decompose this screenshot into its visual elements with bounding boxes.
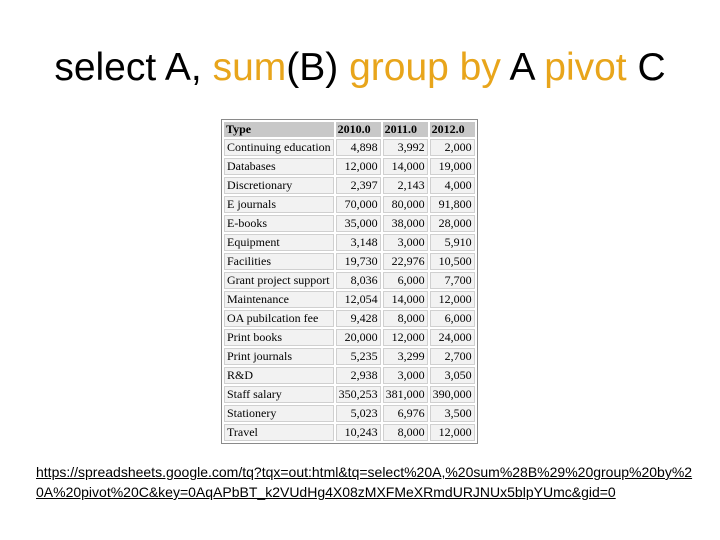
cell-value: 2,143 <box>383 177 428 194</box>
cell-value: 35,000 <box>336 215 381 232</box>
cell-value: 3,992 <box>383 139 428 156</box>
cell-value: 70,000 <box>336 196 381 213</box>
result-table <box>222 120 477 443</box>
cell-type: Grant project support <box>224 272 334 289</box>
cell-value: 2,700 <box>430 348 475 365</box>
cell-type: E-books <box>224 215 334 232</box>
cell-value: 10,243 <box>336 424 381 441</box>
title-keyword-pivot: pivot <box>544 46 627 89</box>
cell-value: 12,000 <box>430 291 475 308</box>
cell-value: 3,000 <box>383 234 428 251</box>
cell-value: 7,700 <box>430 272 475 289</box>
title-keyword-sum: sum <box>212 46 287 89</box>
cell-value: 12,000 <box>336 158 381 175</box>
cell-value: 2,000 <box>430 139 475 156</box>
table-row <box>224 348 475 365</box>
cell-value: 390,000 <box>430 386 475 403</box>
source-link[interactable]: https://spreadsheets.google.com/tq?tqx=out:html&tq=select%20A,%20sum%28B%29%20group%20by%20A%20pivot%20C&key=0AqAPbBT_k2VUdHg4X08zMXFMeXRmdURJNUx5blpYUmc&gid=0 <box>36 464 693 500</box>
cell-value: 14,000 <box>383 158 428 175</box>
cell-value: 5,235 <box>336 348 381 365</box>
cell-type: Staff salary <box>224 386 334 403</box>
cell-value: 5,023 <box>336 405 381 422</box>
table-row <box>224 272 475 289</box>
cell-value: 12,000 <box>383 329 428 346</box>
cell-value: 3,148 <box>336 234 381 251</box>
cell-value: 80,000 <box>383 196 428 213</box>
cell-value: 381,000 <box>383 386 428 403</box>
table-row <box>224 215 475 232</box>
cell-type: R&D <box>224 367 334 384</box>
table-row <box>224 234 475 251</box>
cell-value: 91,800 <box>430 196 475 213</box>
table-row <box>224 253 475 270</box>
cell-type: OA pubilcation fee <box>224 310 334 327</box>
table-row <box>224 367 475 384</box>
cell-value: 8,036 <box>336 272 381 289</box>
cell-type: Continuing education <box>224 139 334 156</box>
cell-value: 350,253 <box>336 386 381 403</box>
table-row <box>224 158 475 175</box>
cell-value: 20,000 <box>336 329 381 346</box>
title-keyword-group-by: group by <box>349 46 501 89</box>
header-2010: 2010.0 <box>336 122 381 137</box>
cell-type: Discretionary <box>224 177 334 194</box>
cell-value: 4,000 <box>430 177 475 194</box>
cell-value: 2,397 <box>336 177 381 194</box>
cell-value: 6,000 <box>430 310 475 327</box>
cell-value: 3,500 <box>430 405 475 422</box>
table-row <box>224 291 475 308</box>
cell-type: Print journals <box>224 348 334 365</box>
cell-type: E journals <box>224 196 334 213</box>
table-row <box>224 196 475 213</box>
table-row <box>224 139 475 156</box>
cell-value: 5,910 <box>430 234 475 251</box>
title-text-3: A <box>500 46 545 89</box>
cell-value: 12,054 <box>336 291 381 308</box>
cell-value: 28,000 <box>430 215 475 232</box>
cell-value: 8,000 <box>383 424 428 441</box>
cell-value: 3,299 <box>383 348 428 365</box>
cell-value: 10,500 <box>430 253 475 270</box>
cell-value: 38,000 <box>383 215 428 232</box>
table-row <box>224 405 475 422</box>
header-type: Type <box>224 122 334 137</box>
table-row <box>224 177 475 194</box>
table-header-row <box>224 122 475 137</box>
cell-value: 22,976 <box>383 253 428 270</box>
slide-title <box>0 44 720 92</box>
cell-value: 19,730 <box>336 253 381 270</box>
table-row <box>224 424 475 441</box>
title-text-2: (B) <box>286 46 350 89</box>
cell-value: 3,000 <box>383 367 428 384</box>
cell-value: 12,000 <box>430 424 475 441</box>
cell-type: Facilities <box>224 253 334 270</box>
cell-value: 8,000 <box>383 310 428 327</box>
title-text-1: select A, <box>54 46 213 89</box>
cell-value: 14,000 <box>383 291 428 308</box>
result-table-container <box>221 119 478 444</box>
cell-value: 6,000 <box>383 272 428 289</box>
table-row <box>224 386 475 403</box>
cell-type: Equipment <box>224 234 334 251</box>
cell-value: 3,050 <box>430 367 475 384</box>
cell-type: Databases <box>224 158 334 175</box>
cell-value: 24,000 <box>430 329 475 346</box>
title-text-4: C <box>626 46 666 89</box>
cell-type: Print books <box>224 329 334 346</box>
cell-type: Stationery <box>224 405 334 422</box>
table-row <box>224 329 475 346</box>
cell-value: 2,938 <box>336 367 381 384</box>
cell-value: 6,976 <box>383 405 428 422</box>
cell-type: Travel <box>224 424 334 441</box>
cell-value: 4,898 <box>336 139 381 156</box>
header-2011: 2011.0 <box>383 122 428 137</box>
cell-value: 9,428 <box>336 310 381 327</box>
cell-type: Maintenance <box>224 291 334 308</box>
header-2012: 2012.0 <box>430 122 475 137</box>
table-row <box>224 310 475 327</box>
cell-value: 19,000 <box>430 158 475 175</box>
